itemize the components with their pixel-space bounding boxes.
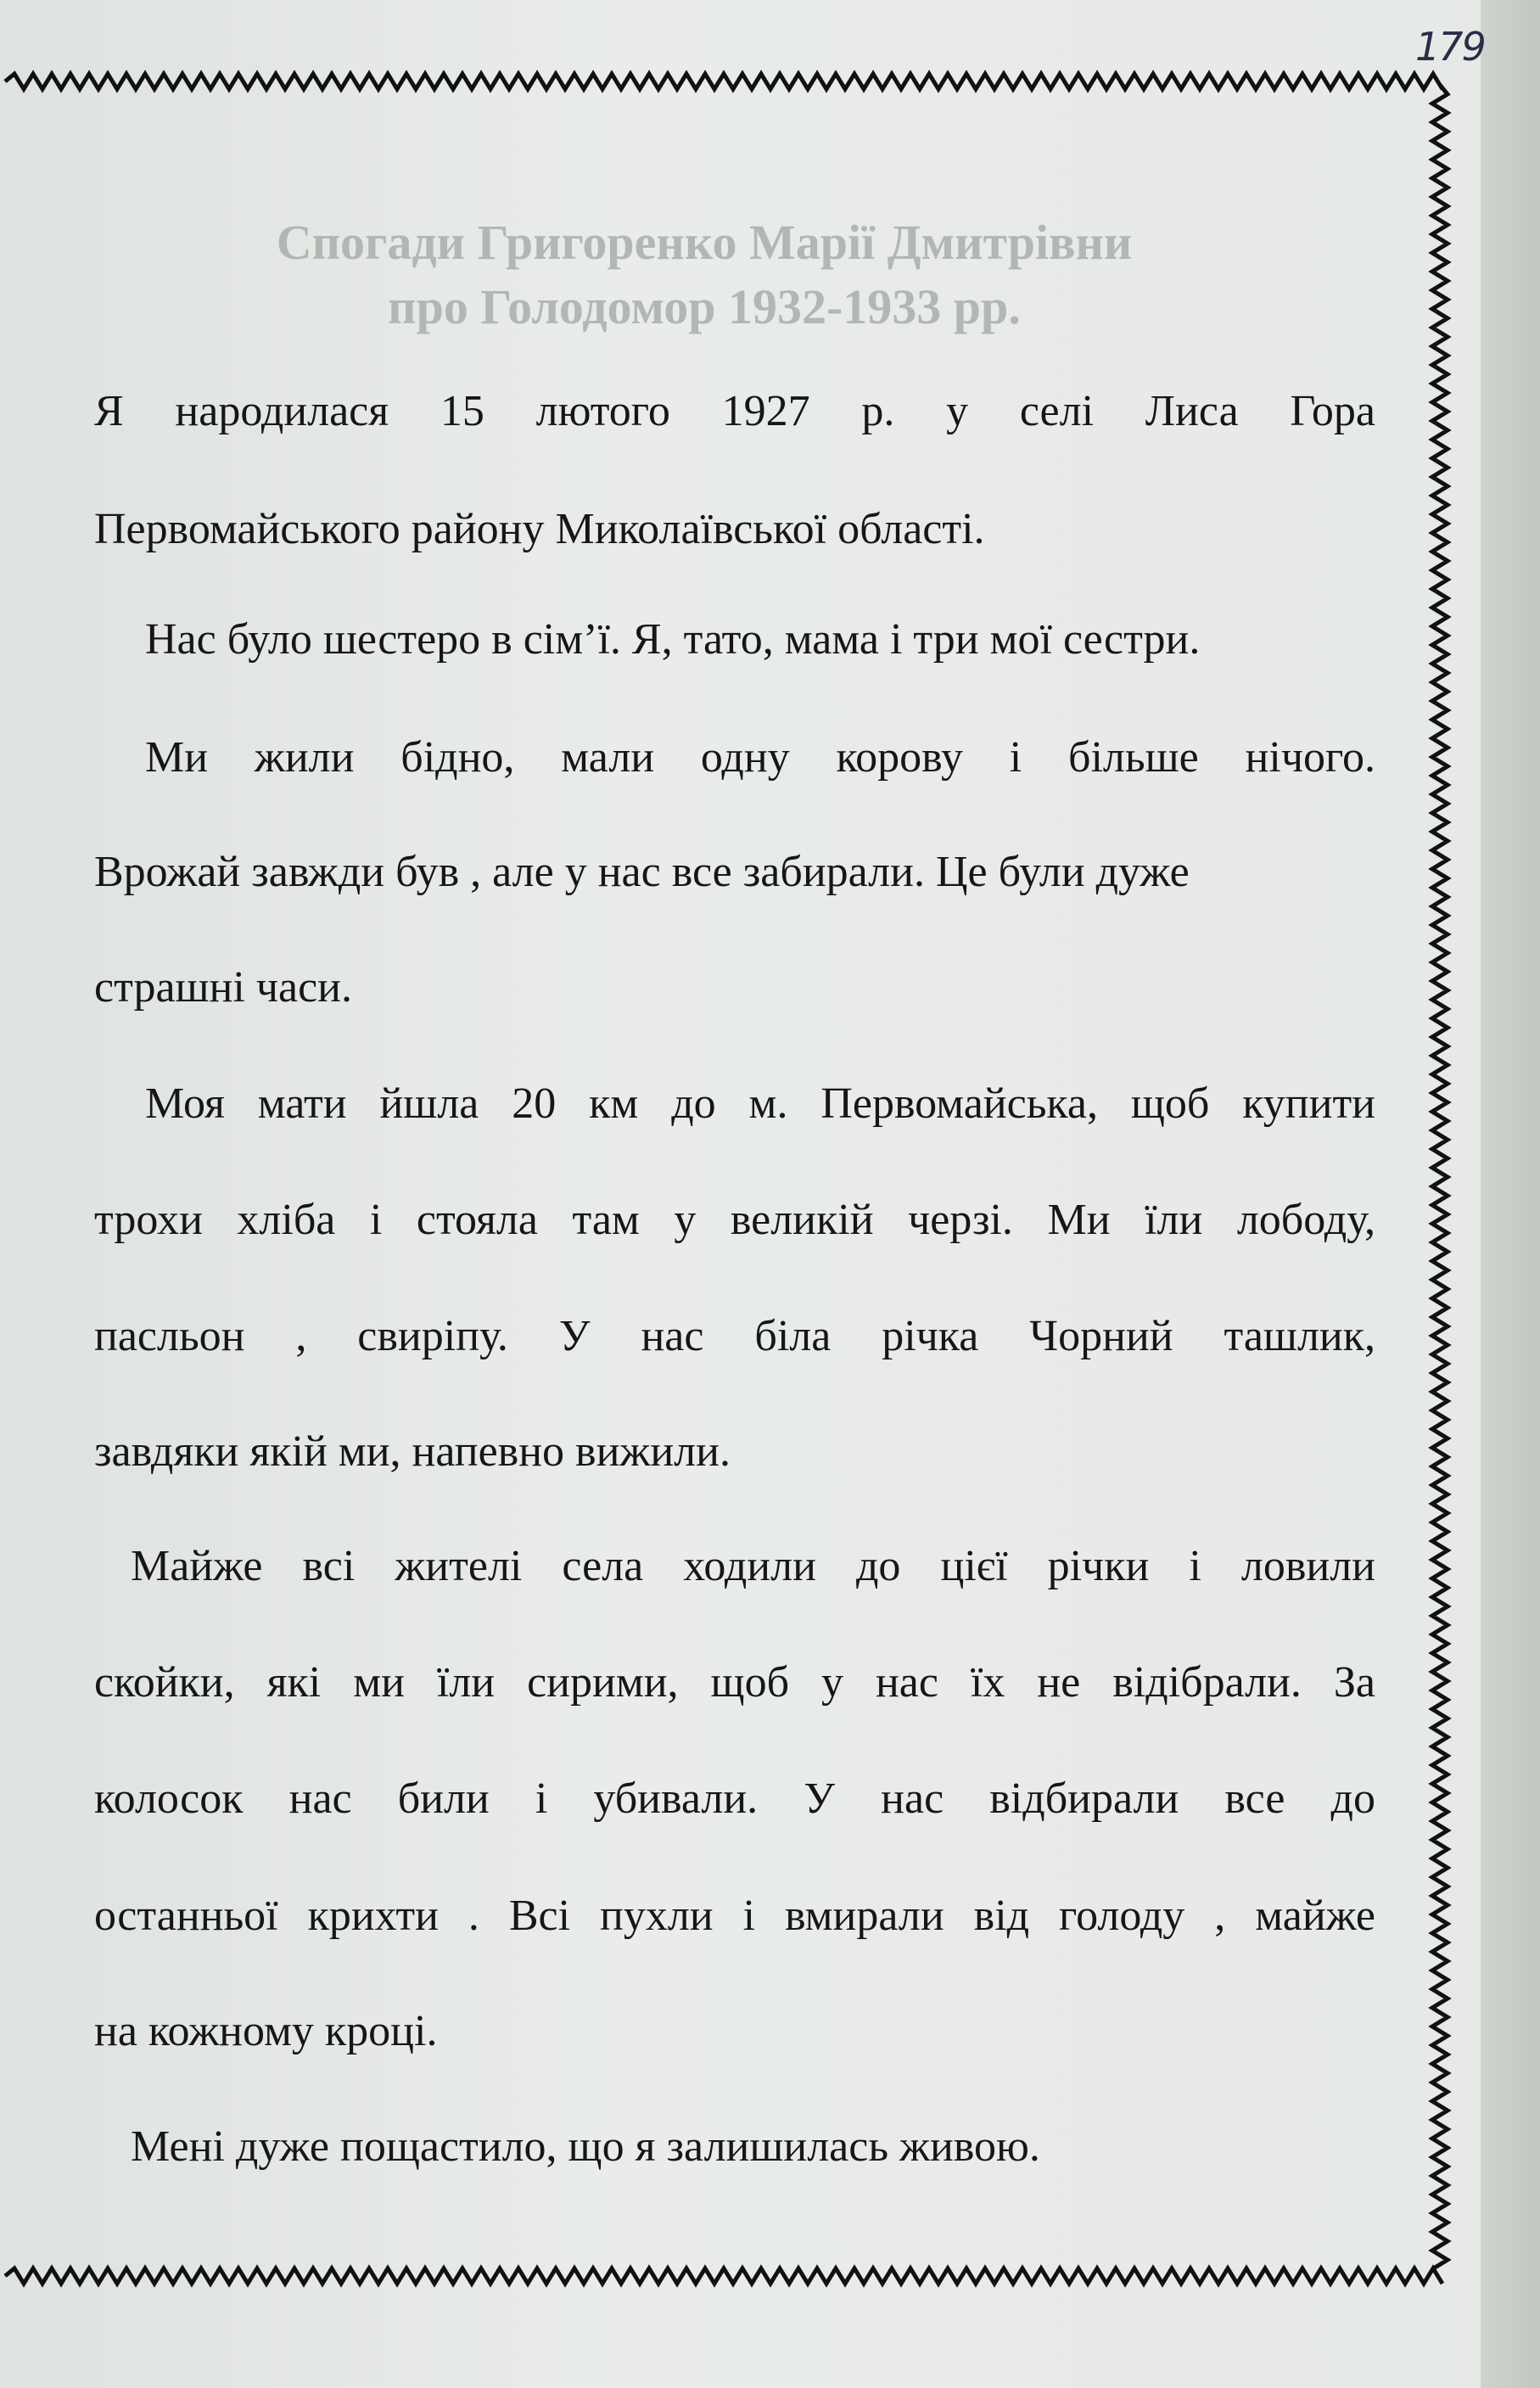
text-line-15: на кожному кроці. [94,2007,438,2055]
text-line-4: Ми жили бідно, мали одну корову і більше нічого. [145,733,1375,782]
title-line-2: про Голодомор 1932-1933 рр. [388,279,1021,334]
document-title [93,210,1315,339]
zigzag-border-right [1432,85,1448,2269]
title-line-1: Спогади Григоренко Марії Дмитрівни [276,215,1133,270]
text-line-16: Мені дуже пощастило, що я залишилась живою. [131,2122,1040,2171]
zigzag-border-top [5,74,1442,89]
text-line-1: Я народилася 15 лютого 1927 р. у селі Лиса Гора [94,387,1375,435]
text-line-13: колосок нас били і убивали. У нас відбирали все до [94,1774,1375,1823]
text-line-12: скойки, які ми їли сирими, щоб у нас їх не відібрали. За [94,1658,1375,1707]
page-number-handwritten: 179 [1415,24,1485,70]
text-line-5: Врожай завжди був , але у нас все забирали. Це були дуже [94,848,1190,896]
text-line-6: страшні часи. [94,963,352,1012]
text-line-7: Моя мати йшла 20 км до м. Первомайська, щоб купити [145,1079,1375,1128]
text-line-8: трохи хліба і стояла там у великій черзі. Ми їли лободу, [94,1196,1375,1244]
text-line-14: останньої крихти . Всі пухли і вмирали від голоду , майже [94,1892,1375,1940]
text-line-11: Майже всі жителі села ходили до цієї річки і ловили [131,1542,1375,1590]
text-line-3: Нас було шестеро в сім’ї. Я, тато, мама і три мої сестри. [145,615,1201,664]
text-line-10: завдяки якій ми, напевно вижили. [94,1427,731,1476]
text-line-9: пасльон , свиріпу. У нас біла річка Чорний ташлик, [94,1312,1375,1360]
zigzag-border-bottom [5,2268,1442,2284]
text-line-2: Первомайського району Миколаївської області. [94,505,985,553]
